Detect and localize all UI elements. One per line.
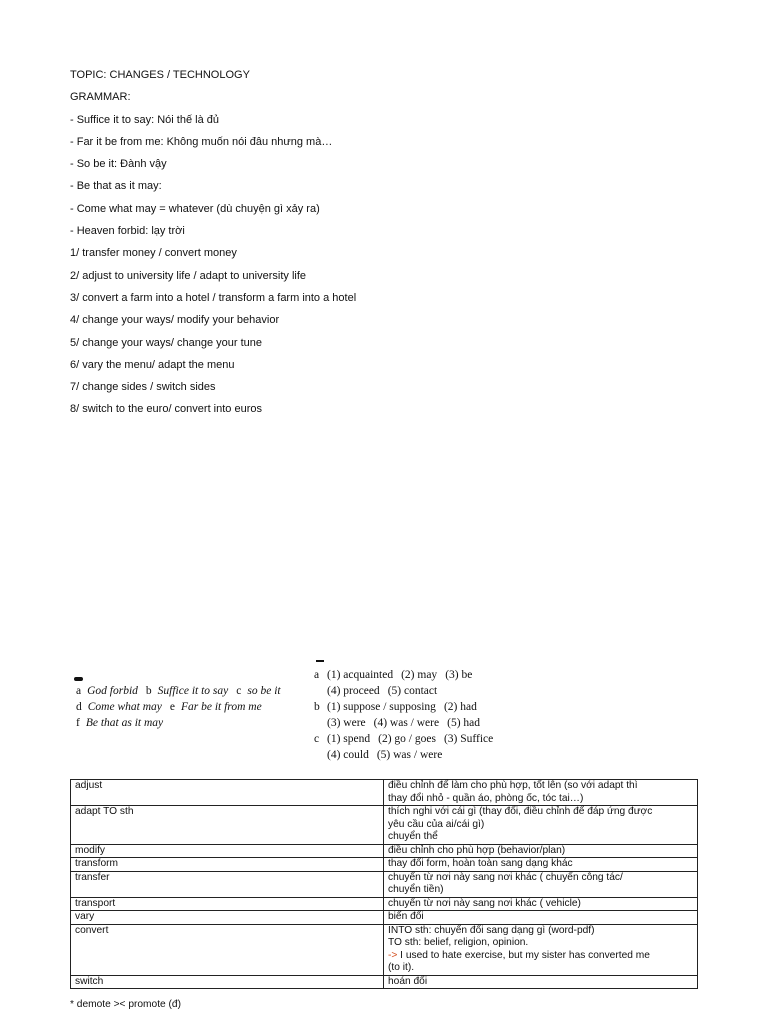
answer-row	[76, 699, 281, 715]
vocab-word: switch	[71, 975, 384, 989]
meaning-line: INTO sth: chuyển đổi sang dạng gì (word-pdf)	[388, 924, 595, 936]
collocation-line: 8/ switch to the euro/ convert into euros	[70, 403, 262, 416]
answer-text: (2) had	[443, 701, 477, 713]
meaning-line: chuyển từ nơi này sang nơi khác ( chuyển công tác/	[388, 871, 623, 883]
vocab-meaning	[384, 806, 698, 845]
meaning-line: thay đổi form, hoàn toàn sang dạng khác	[388, 858, 573, 869]
answer-key: a	[314, 669, 320, 681]
answer-row	[314, 715, 493, 731]
collocation-line: 3/ convert a farm into a hotel / transform a farm into a hotel	[70, 291, 357, 304]
meaning-line: chuyển từ nơi này sang nơi khác ( vehicle)	[388, 897, 581, 909]
vocab-word: transform	[71, 858, 384, 872]
answer-row	[314, 747, 493, 763]
answer-key: d	[76, 701, 82, 713]
vocab-word: convert	[71, 924, 384, 975]
answer-text: God forbid	[87, 685, 138, 697]
answer-text: (3) be	[445, 669, 473, 681]
vocab-meaning	[384, 897, 698, 911]
footnote: * demote >< promote (đ)	[70, 999, 181, 1010]
example-text: I used to hate exercise, but my sister has converted me	[397, 949, 650, 961]
collocation-line: 2/ adjust to university life / adapt to university life	[70, 269, 307, 282]
scan-mark	[74, 677, 83, 681]
note-line: - Heaven forbid: lạy trời	[70, 225, 185, 238]
answer-text: Be that as it may	[85, 717, 164, 729]
collocation-line: 4/ change your ways/ modify your behavior	[70, 314, 280, 327]
meaning-line: biến đổi	[388, 911, 424, 922]
vocab-word: modify	[71, 844, 384, 858]
answer-text: (2) may	[401, 669, 438, 681]
note-line: - So be it: Đành vậy	[70, 158, 167, 171]
vocab-meaning	[384, 780, 698, 806]
table-row	[71, 897, 698, 911]
answer-text: (2) go / goes	[378, 733, 436, 745]
answer-text: Come what may	[87, 701, 162, 713]
note-line: - Far it be from me: Không muốn nói đâu nhưng mà…	[70, 135, 333, 148]
vocab-meaning	[384, 975, 698, 989]
meaning-line: chuyển thể	[388, 831, 438, 842]
answer-text: (3) Suffice	[443, 733, 494, 745]
vocab-word: transfer	[71, 871, 384, 897]
exercise-answers-left	[76, 683, 281, 731]
collocation-line: 6/ vary the menu/ adapt the menu	[70, 358, 235, 371]
collocation-line: 7/ change sides / switch sides	[70, 381, 216, 394]
meaning-line: điều chỉnh để làm cho phù hợp, tốt lên (so với adapt thì	[388, 780, 638, 791]
answer-row	[314, 731, 493, 747]
vocab-word: adapt TO sth	[71, 806, 384, 845]
collocation-line: 1/ transfer money / convert money	[70, 247, 237, 260]
answer-row	[314, 667, 493, 683]
answer-row	[76, 715, 281, 731]
note-line: - Be that as it may:	[70, 180, 162, 193]
grammar-heading: GRAMMAR:	[70, 91, 131, 104]
meaning-line: thay đổi nhỏ - quần áo, phòng ốc, tóc tai…)	[388, 792, 584, 804]
vocab-meaning	[384, 911, 698, 925]
answer-text: (5) contact	[387, 685, 438, 697]
vocab-word: adjust	[71, 780, 384, 806]
exercise-answers-right	[314, 660, 493, 763]
answer-key: b	[314, 701, 320, 713]
answer-key: a	[76, 685, 82, 697]
vocab-word: transport	[71, 897, 384, 911]
scan-mark	[316, 660, 324, 662]
answer-key: c	[314, 733, 320, 745]
answer-row	[76, 683, 281, 699]
example-text: (to it).	[388, 962, 415, 973]
vocab-word: vary	[71, 911, 384, 925]
answer-key: c	[236, 685, 242, 697]
grammar-notes	[70, 66, 356, 423]
vocab-meaning	[384, 858, 698, 872]
topic-heading: TOPIC: CHANGES / TECHNOLOGY	[70, 69, 250, 81]
answer-text: so be it	[247, 685, 281, 697]
vocab-meaning	[384, 844, 698, 858]
answer-text: (4) was / were	[373, 717, 440, 729]
arrow-icon: ->	[388, 949, 398, 961]
table-row	[71, 924, 698, 975]
table-row	[71, 806, 698, 845]
table-row	[71, 911, 698, 925]
meaning-line: TO sth: belief, religion, opinion.	[388, 937, 529, 948]
answer-key: f	[76, 717, 80, 729]
answer-row	[314, 683, 493, 699]
answer-text: (1) suppose / supposing	[327, 701, 436, 713]
meaning-line: thích nghi với cái gì (thay đổi, điều chỉnh để đáp ứng được	[388, 806, 653, 817]
answer-text: (4) could	[327, 749, 369, 761]
note-line: - Suffice it to say: Nói thế là đủ	[70, 113, 219, 126]
table-row	[71, 780, 698, 806]
answer-key: b	[145, 685, 152, 697]
answer-text: Suffice it to say	[157, 685, 229, 697]
vocab-meaning	[384, 924, 698, 975]
meaning-line: điều chỉnh cho phù hợp (behavior/plan)	[388, 844, 566, 856]
answer-text: Far be it from me	[180, 701, 262, 713]
table-row	[71, 871, 698, 897]
answer-text: (3) were	[327, 717, 366, 729]
answer-row	[314, 699, 493, 715]
example-line	[388, 950, 693, 963]
vocab-table	[70, 779, 698, 989]
answer-text: (5) was / were	[376, 749, 443, 761]
answer-key: e	[169, 701, 175, 713]
table-row	[71, 858, 698, 872]
meaning-line: hoán đổi	[388, 975, 428, 987]
meaning-line: yêu cầu của ai/cái gì)	[388, 818, 485, 830]
answer-text: (1) spend	[327, 733, 371, 745]
answer-text: (4) proceed	[327, 685, 380, 697]
answer-text: (1) acquainted	[327, 669, 394, 681]
note-line: - Come what may = whatever (dù chuyện gì xảy ra)	[70, 202, 320, 215]
vocab-meaning	[384, 871, 698, 897]
collocation-line: 5/ change your ways/ change your tune	[70, 336, 263, 349]
table-row	[71, 844, 698, 858]
answer-text: (5) had	[447, 717, 480, 729]
table-row	[71, 975, 698, 989]
meaning-line: chuyển tiền)	[388, 884, 444, 895]
